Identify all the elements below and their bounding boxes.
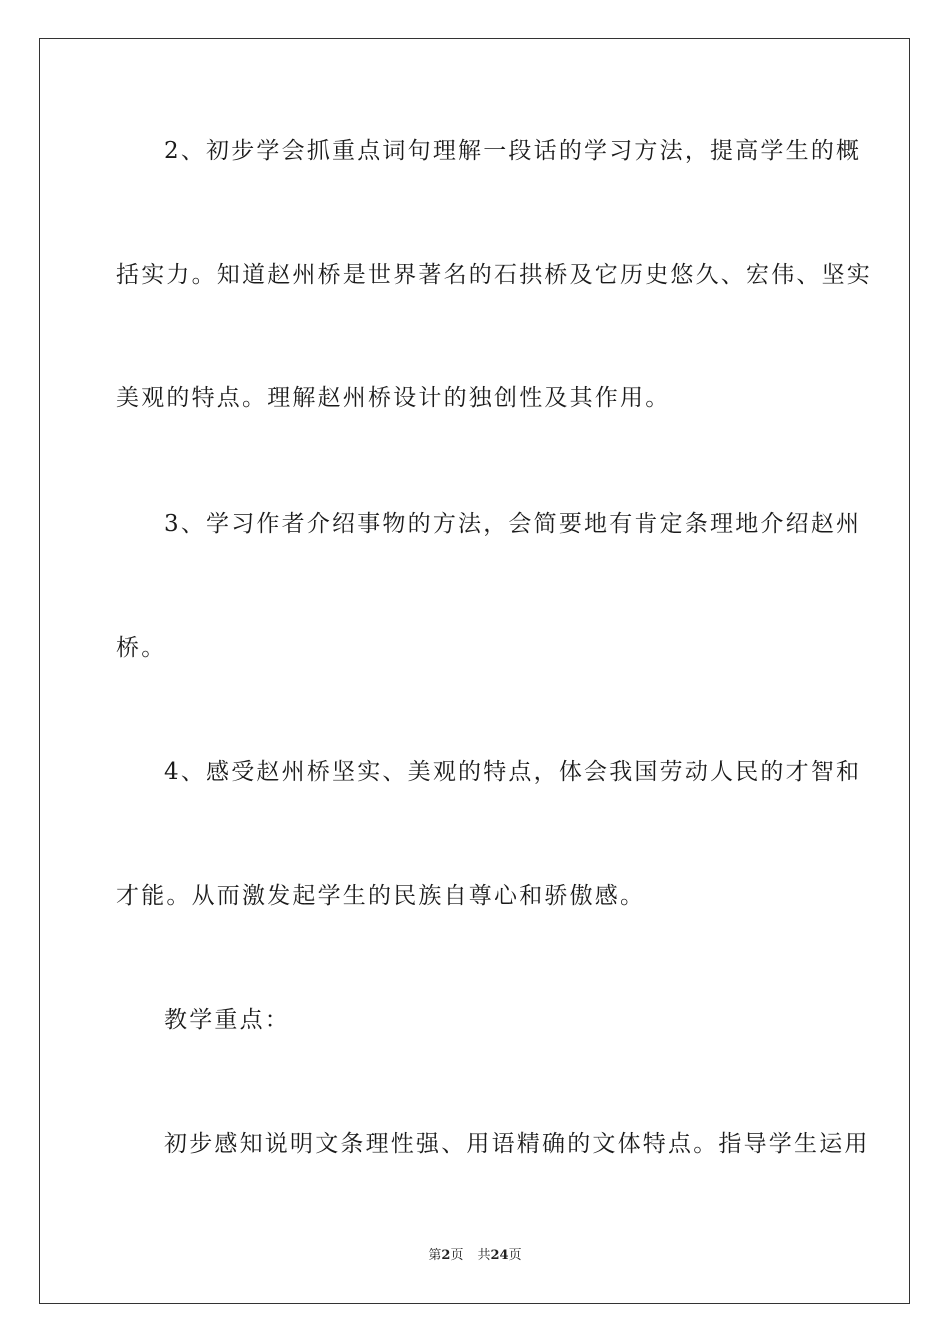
paragraph-line-7: 才能。从而激发起学生的民族自尊心和骄傲感。 — [116, 883, 646, 909]
footer-page-number: 2 — [441, 1248, 451, 1263]
paragraph-line-2: 括实力。知道赵州桥是世界著名的石拱桥及它历史悠久、宏伟、坚实 — [116, 262, 872, 288]
section-heading: 教学重点： — [164, 1007, 290, 1033]
footer-page-prefix: 第 — [428, 1248, 442, 1263]
paragraph-line-3: 美观的特点。理解赵州桥设计的独创性及其作用。 — [116, 385, 671, 411]
footer-page-suffix: 页 — [450, 1248, 464, 1263]
footer-total-suffix: 页 — [508, 1248, 522, 1263]
footer-total-prefix: 共 — [477, 1248, 491, 1263]
paragraph-line-4: 3、学习作者介绍事物的方法，会简要地有肯定条理地介绍赵州 — [164, 511, 862, 537]
page-footer — [0, 1247, 950, 1265]
footer-total-number: 24 — [490, 1248, 509, 1263]
paragraph-line-5: 桥。 — [116, 635, 167, 661]
paragraph-line-6: 4、感受赵州桥坚实、美观的特点，体会我国劳动人民的才智和 — [164, 759, 862, 785]
page-border — [39, 38, 910, 1304]
paragraph-line-9: 初步感知说明文条理性强、用语精确的文体特点。指导学生运用 — [164, 1131, 870, 1157]
paragraph-line-1: 2、初步学会抓重点词句理解一段话的学习方法，提高学生的概 — [164, 138, 862, 164]
